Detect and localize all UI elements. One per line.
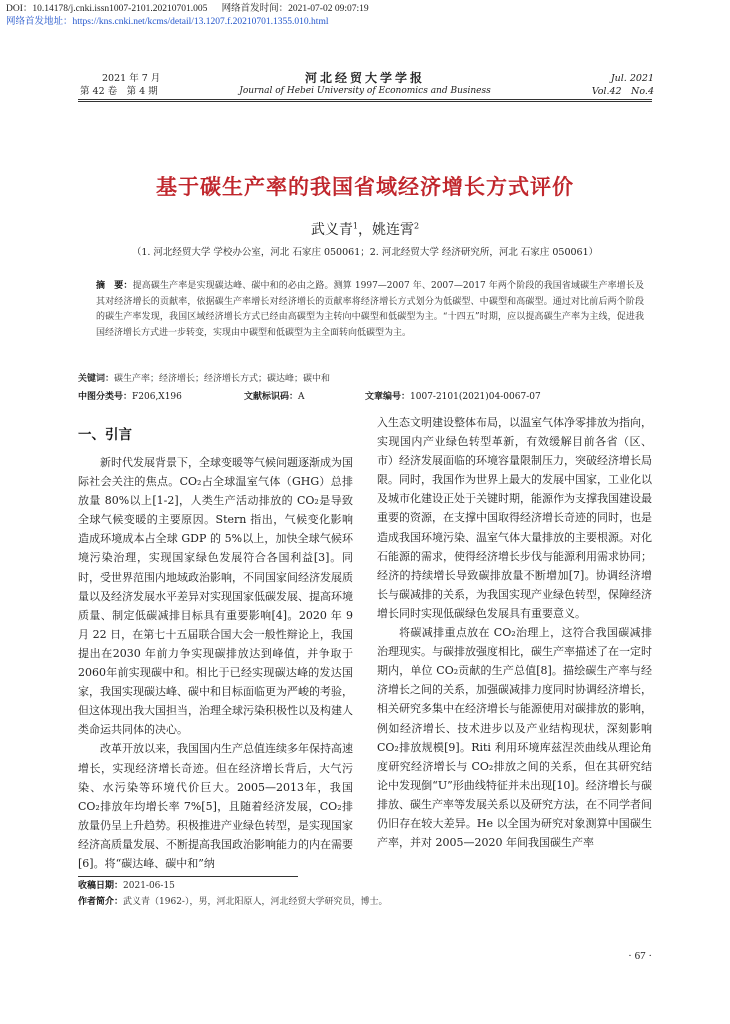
doi-line [6, 3, 369, 16]
clc-value: F206,X196 [132, 392, 182, 402]
article-no-group [365, 389, 541, 402]
received-date: 2021-06-15 [123, 881, 175, 891]
article-title: 基于碳生产率的我国省域经济增长方式评价 [156, 175, 574, 199]
doi-label: DOI： [6, 4, 33, 14]
abstract-text: 提高碳生产率是实现碳达峰、碳中和的必由之路。测算 1997—2007 年、2007—2017 年两个阶段的我国省域碳生产率增长及其对经济增长的贡献率，依据碳生产率增长对经济增长的贡献率将经济增长方式划分为低碳型、中碳型和高碳型。通过对比前后两个阶段的碳生产率发现，我国区域经济增长方式已经由高碳型为主转向中碳型和低碳型为主。“十四五”时期，应以提高碳生产率为主线，促进我国经济增长方式进一步转变，实现由中碳型和低碳型为主全面转向低碳型为主。 [96, 281, 644, 338]
body-paragraph: 将碳减排重点放在 CO₂治理上，这符合我国碳减排治理现实。与碳排放强度相比，碳生产率描述了在一定时期内，单位 CO₂贡献的生产总值[8]。描绘碳生产率与经济增长之间的关系，加强碳减排力度同时协调经济增长，相关研究多集中在经济增长与能源使用对碳排放的影响，例如经济增长、技术进步以及产业结构现状，深刻影响 CO₂排放规模[9]。Riti 利用环境库兹涅茨曲线从理论角度研究经济增长与 CO₂排放之间的关系，但在其研究结论中发现倒“U”形曲线特征并未出现[10]。经济增长与碳排放、碳生产率等发展关系以及研究方法，在不同学者间仍旧存在较大差异。He 以全国为研究对象测算中国碳生产率，并对 2005—2020 年间我国碳生产率 [377, 626, 652, 850]
doc-code-label: 文献标识码： [244, 392, 299, 402]
article-no-value: 1007-2101(2021)04-0067-07 [410, 392, 541, 402]
author-info-label: 作者简介： [78, 897, 124, 907]
author-info: 武义青（1962-），男，河北阳原人，河北经贸大学研究员，博士。 [123, 897, 388, 907]
received-label: 收稿日期： [78, 881, 124, 891]
classification-line [78, 389, 652, 402]
clc-group [78, 392, 182, 402]
abstract-label: 摘 要： [96, 281, 133, 291]
keywords-text: 碳生产率；经济增长；经济增长方式；碳达峰；碳中和 [114, 374, 331, 384]
publish-url-label: 网络首发地址： [6, 17, 73, 27]
doi-value[interactable]: 10.14178/j.cnki.issn1007-2101.20210701.005 [32, 4, 208, 14]
footnote-author [78, 896, 387, 909]
publish-time-label: 网络首发时间： [221, 4, 289, 14]
journal-name-cn: 河北经贸大学学报 [304, 71, 425, 85]
author-2-affil-mark: 2 [414, 221, 420, 231]
keywords [78, 371, 652, 384]
section-heading-introduction: 一、引言 [78, 427, 132, 443]
header-date-cn: 2021 年 7 月 [102, 73, 161, 84]
page-number: · 67 · [628, 950, 652, 962]
keywords-label: 关键词： [78, 374, 115, 384]
publish-time: 2021-07-02 09:07:19 [288, 4, 369, 14]
author-2: 姚连霄 [372, 222, 414, 238]
header-volume-en: Vol.42 No.4 [591, 86, 654, 97]
author-1-affil-mark: 1 [352, 221, 358, 231]
body-paragraph: 入生态文明建设整体布局，以温室气体净零排放为指向，实现国内产业绿色转型革新，有效缓解目前各省（区、市）经济发展面临的环境容量限制压力，突破经济增长局限。同时，我国作为世界上最大的发展中国家，工业化以及城市化建设正处于关键时期，能源作为支撑我国建设最重要的资源，在支撑中国取得经济增长奇迹的同时，也是造成我国环境污染、温室气体大量排放的主要根源。对化石能源的需求，使得经济增长步伐与能源利用需求协同；经济的持续增长导致碳排放量不断增加[7]。协调经济增长与碳减排的关系，为我国实现产业绿色转型，保障经济增长同时实现低碳绿色发展具有重要意义。 [377, 416, 652, 620]
doc-code-group [244, 389, 305, 402]
header-rule [78, 99, 652, 100]
header-rule-thin [78, 101, 652, 102]
doc-code-value: A [298, 392, 305, 402]
header-right [592, 72, 654, 98]
body-paragraph: 新时代发展背景下，全球变暖等气候问题逐渐成为国际社会关注的焦点。CO₂占全球温室气体（GHG）总排放量 80%以上[1-2]，人类生产活动排放的 CO₂是导致全球气候变暖的主要原因。Stern 指出，气候变化影响造成环境成本占全球 GDP 的 5%以上，加快全球气候环境污染治理，实现国家绿色发展符合各国利益[3]。同时，受世界范围内地域政治影响，不同国家间经济发展质量以及经济发展水平差异对实现国家低碳发展、提高环境质量、制定低碳减排目标具有重要影响[4]。2020 年 9 月 22 日，在第七十五届联合国大会一般性辩论上，我国提出在2030 年前力争实现碳排放达到峰值，并争取于 2060年前实现碳中和。相比于已经实现碳达峰的发达国家，我国实现碳达峰、碳中和目标面临更为严峻的考验，但这体现出我大国担当，治理全球污染积极性以及构建人类命运共同体的决心。 [78, 456, 353, 737]
publish-url-line [6, 16, 328, 29]
authors [0, 219, 730, 239]
body-column-left [78, 453, 353, 873]
author-separator: ， [358, 222, 372, 238]
header-volume-cn: 第 42 卷 第 4 期 [80, 86, 158, 97]
publish-url-link[interactable]: https://kns.cnki.net/kcms/detail/13.1207.f.20210701.1355.010.html [72, 17, 329, 27]
clc-label: 中图分类号： [78, 392, 133, 402]
footnote-received [78, 880, 175, 893]
footnote-rule [78, 876, 298, 877]
author-1: 武义青 [310, 222, 353, 238]
body-paragraph: 改革开放以来，我国国内生产总值连续多年保持高速增长，实现经济增长奇迹。但在经济增长背后，大气污染、水污染等环境代价巨大。2005—2013年，我国 CO₂排放年均增长率 7%[5]，且随着经济发展，CO₂排放量仍呈上升趋势。积极推进产业绿色转型，是实现国家经济高质量发展、不断提高我国政治影响能力的内在需要[6]。将“碳达峰、碳中和”纳 [78, 742, 353, 870]
article-no-label: 文章编号： [365, 392, 411, 402]
body-column-right [377, 413, 652, 852]
affiliations: （1. 河北经贸大学 学校办公室，河北 石家庄 050061；2. 河北经贸大学 经济研究所，河北 石家庄 050061） [131, 247, 599, 258]
abstract [96, 279, 644, 341]
header-date-en: Jul. 2021 [610, 73, 654, 84]
journal-name-en: Journal of Hebei University of Economics and Business [239, 86, 491, 96]
